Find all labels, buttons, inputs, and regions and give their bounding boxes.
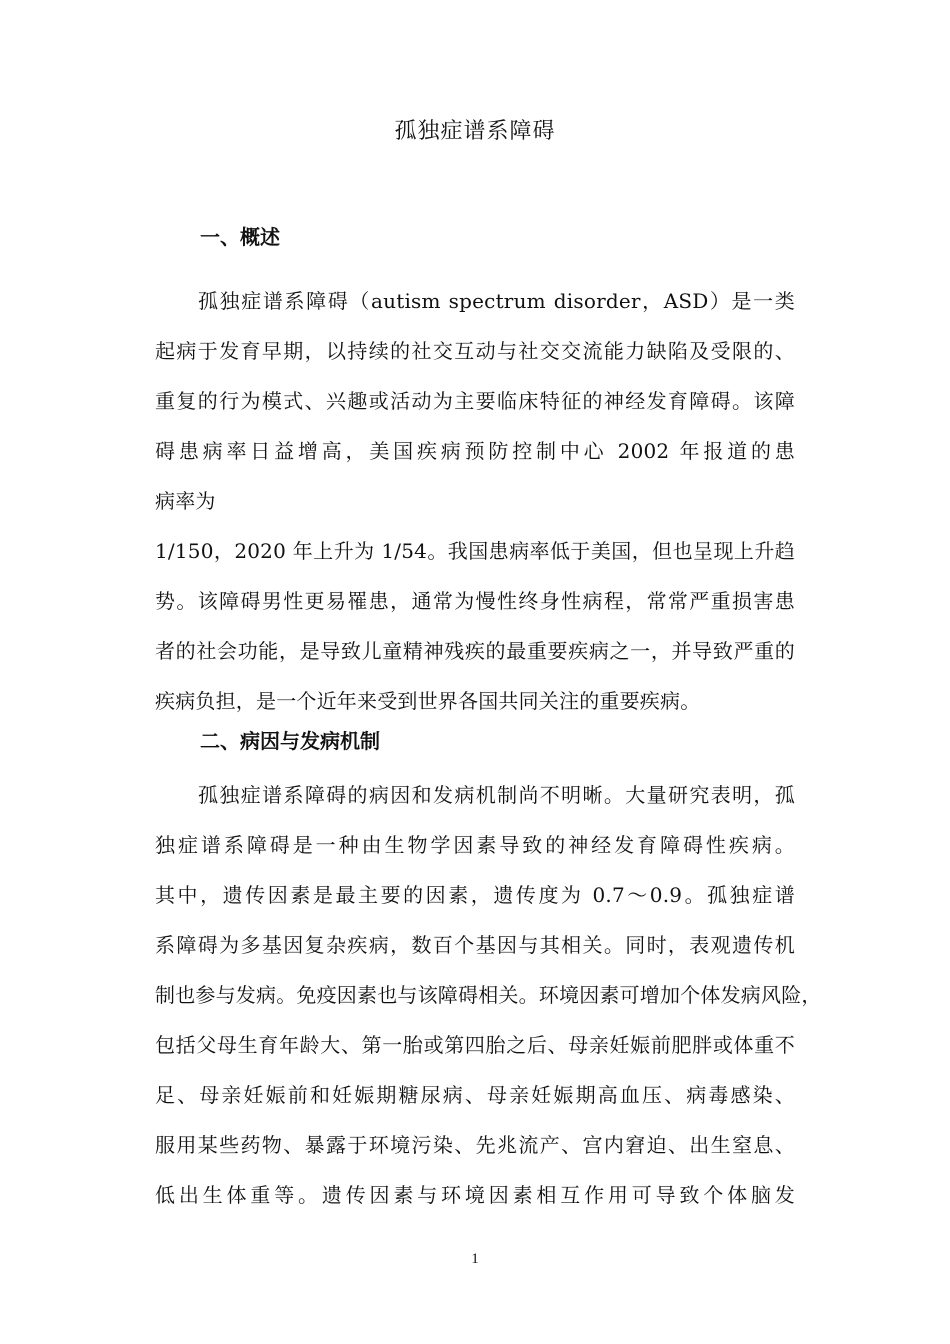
paragraph-line: 系障碍为多基因复杂疾病，数百个基因与其相关。同时，表观遗传机 [155, 933, 795, 957]
section-heading-etiology: 二、病因与发病机制 [200, 729, 380, 753]
section-heading-overview: 一、概述 [200, 225, 280, 249]
paragraph-line: 独症谱系障碍是一种由生物学因素导致的神经发育障碍性疾病。 [155, 833, 795, 857]
paragraph-line: 重复的行为模式、兴趣或活动为主要临床特征的神经发育障碍。该障 [155, 389, 795, 413]
paragraph-line: 势。该障碍男性更易罹患，通常为慢性终身性病程，常常严重损害患 [155, 589, 795, 613]
paragraph-line: 孤独症谱系障碍（autism spectrum disorder，ASD）是一类 [198, 289, 795, 313]
paragraph-line: 制也参与发病。免疫因素也与该障碍相关。环境因素可增加个体发病风险， [155, 983, 822, 1007]
paragraph-line: 碍患病率日益增高，美国疾病预防控制中心 2002 年报道的患 [155, 439, 795, 463]
paragraph-line: 者的社会功能，是导致儿童精神残疾的最重要疾病之一，并导致严重的 [155, 639, 795, 663]
paragraph-line: 疾病负担，是一个近年来受到世界各国共同关注的重要疾病。 [155, 689, 701, 713]
paragraph-line: 病率为 [155, 489, 216, 513]
paragraph-line: 起病于发育早期，以持续的社交互动与社交交流能力缺陷及受限的、 [155, 339, 795, 363]
paragraph-line: 其中，遗传因素是最主要的因素，遗传度为 0.7～0.9。孤独症谱 [155, 883, 795, 907]
paragraph-line: 1/150，2020 年上升为 1/54。我国患病率低于美国，但也呈现上升趋 [155, 539, 795, 563]
paragraph-line: 低出生体重等。遗传因素与环境因素相互作用可导致个体脑发 [155, 1183, 795, 1207]
page-number: 1 [471, 1251, 479, 1267]
paragraph-line: 包括父母生育年龄大、第一胎或第四胎之后、母亲妊娠前肥胖或体重不 [155, 1033, 795, 1057]
document-title: 孤独症谱系障碍 [394, 119, 556, 144]
paragraph-line: 孤独症谱系障碍的病因和发病机制尚不明晰。大量研究表明，孤 [198, 783, 795, 807]
paragraph-line: 服用某些药物、暴露于环境污染、先兆流产、宫内窘迫、出生窒息、 [155, 1133, 795, 1157]
paragraph-line: 足、母亲妊娠前和妊娠期糖尿病、母亲妊娠期高血压、病毒感染、 [155, 1083, 795, 1107]
